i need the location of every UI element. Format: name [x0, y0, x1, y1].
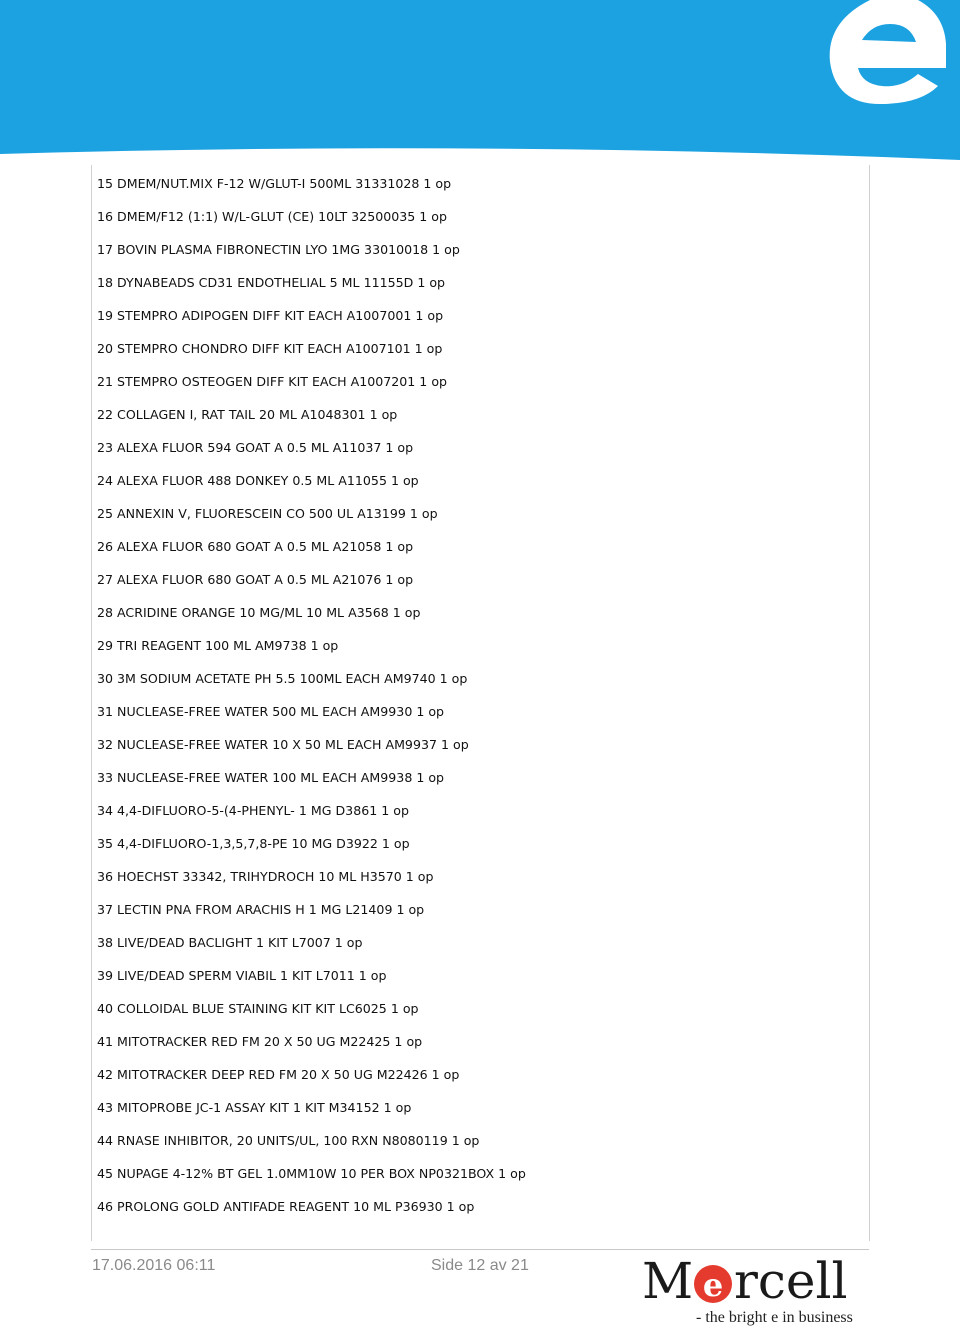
list-item: 34 4,4-DIFLUORO-5-(4-PHENYL- 1 MG D3861 1 op	[97, 803, 409, 818]
list-item: 37 LECTIN PNA FROM ARACHIS H 1 MG L21409 1 op	[97, 902, 425, 917]
list-item: 32 NUCLEASE-FREE WATER 10 X 50 ML EACH AM9937 1 op	[97, 737, 469, 752]
list-item: 28 ACRIDINE ORANGE 10 MG/ML 10 ML A3568 1 op	[97, 605, 421, 620]
list-item: 17 BOVIN PLASMA FIBRONECTIN LYO 1MG 33010018 1 op	[97, 242, 460, 257]
list-item: 45 NUPAGE 4-12% BT GEL 1.0MM10W 10 PER BOX NP0321BOX 1 op	[97, 1166, 526, 1181]
list-item: 26 ALEXA FLUOR 680 GOAT A 0.5 ML A21058 1 op	[97, 539, 414, 554]
footer-date: 17.06.2016 06:11	[92, 1257, 216, 1274]
list-item: 40 COLLOIDAL BLUE STAINING KIT KIT LC6025 1 op	[97, 1001, 419, 1016]
list-item: 42 MITOTRACKER DEEP RED FM 20 X 50 UG M22426 1 op	[97, 1067, 460, 1082]
list-item: 27 ALEXA FLUOR 680 GOAT A 0.5 ML A21076 1 op	[97, 572, 414, 587]
list-item: 39 LIVE/DEAD SPERM VIABIL 1 KIT L7011 1 op	[97, 968, 387, 983]
order-item-list	[97, 173, 526, 1229]
logo-tagline: - the bright e in business	[696, 1309, 853, 1326]
footer-page-number: Side 12 av 21	[431, 1257, 529, 1274]
list-item: 20 STEMPRO CHONDRO DIFF KIT EACH A1007101 1 op	[97, 341, 443, 356]
list-item: 36 HOECHST 33342, TRIHYDROCH 10 ML H3570 1 op	[97, 869, 434, 884]
logo-letters-rcell: rcell	[734, 1254, 848, 1304]
header-banner	[0, 0, 960, 160]
list-item: 23 ALEXA FLUOR 594 GOAT A 0.5 ML A11037 1 op	[97, 440, 414, 455]
marcell-e-icon	[830, 0, 946, 104]
list-item: 25 ANNEXIN V, FLUORESCEIN CO 500 UL A13199 1 op	[97, 506, 438, 521]
marcell-wordmark	[642, 1254, 864, 1304]
list-item: 22 COLLAGEN I, RAT TAIL 20 ML A1048301 1 op	[97, 407, 398, 422]
list-item: 33 NUCLEASE-FREE WATER 100 ML EACH AM9938 1 op	[97, 770, 445, 785]
list-item: 31 NUCLEASE-FREE WATER 500 ML EACH AM9930 1 op	[97, 704, 445, 719]
list-item: 44 RNASE INHIBITOR, 20 UNITS/UL, 100 RXN N8080119 1 op	[97, 1133, 480, 1148]
list-item: 24 ALEXA FLUOR 488 DONKEY 0.5 ML A11055 1 op	[97, 473, 419, 488]
logo-e-circle	[694, 1265, 732, 1304]
footer-divider	[91, 1249, 869, 1250]
list-item: 35 4,4-DIFLUORO-1,3,5,7,8-PE 10 MG D3922 1 op	[97, 836, 410, 851]
list-item: 43 MITOPROBE JC-1 ASSAY KIT 1 KIT M34152 1 op	[97, 1100, 412, 1115]
list-item: 16 DMEM/F12 (1:1) W/L-GLUT (CE) 10LT 32500035 1 op	[97, 209, 447, 224]
list-item: 19 STEMPRO ADIPOGEN DIFF KIT EACH A1007001 1 op	[97, 308, 444, 323]
list-item: 46 PROLONG GOLD ANTIFADE REAGENT 10 ML P36930 1 op	[97, 1199, 475, 1214]
logo-letter-m: M	[642, 1254, 694, 1304]
logo-e-letter: e	[702, 1266, 724, 1304]
list-item: 29 TRI REAGENT 100 ML AM9738 1 op	[97, 638, 339, 653]
list-item: 15 DMEM/NUT.MIX F-12 W/GLUT-I 500ML 31331028 1 op	[97, 176, 452, 191]
list-item: 38 LIVE/DEAD BACLIGHT 1 KIT L7007 1 op	[97, 935, 363, 950]
list-item: 41 MITOTRACKER RED FM 20 X 50 UG M22425 1 op	[97, 1034, 423, 1049]
list-item: 30 3M SODIUM ACETATE PH 5.5 100ML EACH AM9740 1 op	[97, 671, 468, 686]
list-item: 18 DYNABEADS CD31 ENDOTHELIAL 5 ML 11155D 1 op	[97, 275, 446, 290]
marcell-logo	[642, 1254, 872, 1326]
list-item: 21 STEMPRO OSTEOGEN DIFF KIT EACH A1007201 1 op	[97, 374, 448, 389]
